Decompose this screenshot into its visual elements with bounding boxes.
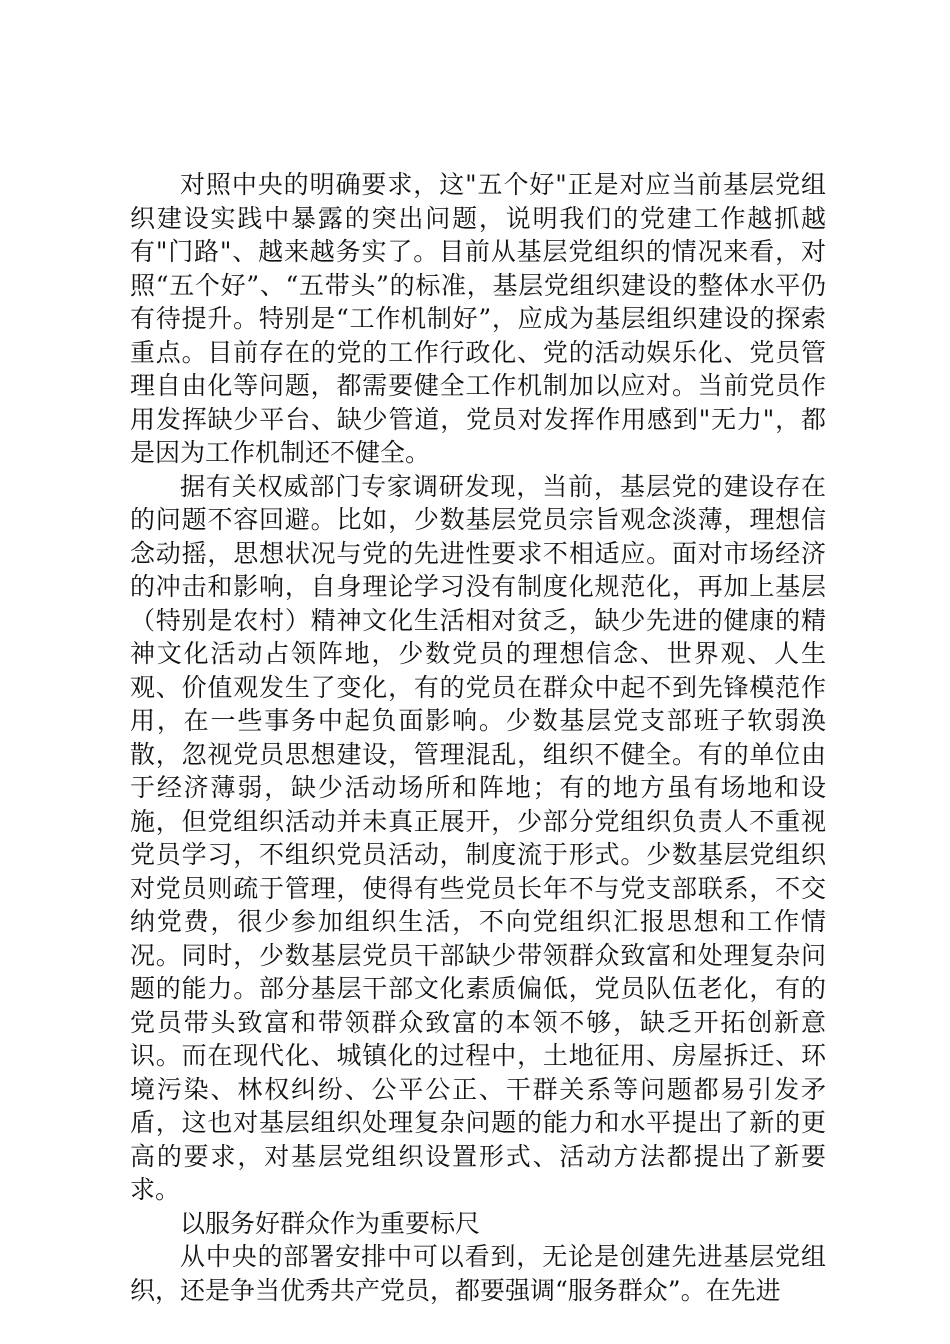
paragraph-five-goods: 对照中央的明确要求，这"五个好"正是对应当前基层党组织建设实践中暴露的突出问题，说明我们的党建工作越抓越有"门路"、越来越务实了。目前从基层党组织的情况来看，对照“五个好”、“五带头”的标准，基层党组织建设的整体水平仍有待提升。特别是“工作机制好”，应成为基层组织建设的探索重点。目前存在的党的工作行政化、党的活动娱乐化、党员管理自由化等问题，都需要健全工作机制加以应对。当前党员作用发挥缺少平台、缺少管道，党员对发挥作用感到"无力"，都是因为工作机制还不健全。 bbox=[130, 170, 826, 467]
section-heading-serve-masses: 以服务好群众作为重要标尺 bbox=[180, 1208, 481, 1238]
paragraph-problems: 据有关权威部门专家调研发现，当前，基层党的建设存在的问题不容回避。比如，少数基层党员宗旨观念淡薄，理想信念动摇，思想状况与党的先进性要求不相适应。面对市场经济的冲击和影响，自身理论学习没有制度化规范化，再加上基层（特别是农村）精神文化生活相对贫乏，缺少先进的健康的精神文化活动占领阵地，少数党员的理想信念、世界观、人生观、价值观发生了变化，有的党员在群众中起不到先锋模范作用，在一些事务中起负面影响。少数基层党支部班子软弱涣散，忽视党员思想建设，管理混乱，组织不健全。有的单位由于经济薄弱，缺少活动场所和阵地；有的地方虽有场地和设施，但党组织活动并未真正展开，少部分党组织负责人不重视党员学习，不组织党员活动，制度流于形式。少数基层党组织对党员则疏于管理，使得有些党员长年不与党支部联系，不交纳党费，很少参加组织生活，不向党组织汇报思想和工作情况。同时，少数基层党员干部缺少带领群众致富和处理复杂问题的能力。部分基层干部文化素质偏低，党员队伍老化，有的党员带头致富和带领群众致富的本领不够，缺乏开拓创新意识。而在现代化、城镇化的过程中，土地征用、房屋拆迁、环境污染、林权纠纷、公平公正、干群关系等问题都易引发矛盾，这也对基层组织处理复杂问题的能力和水平提出了新的更高的要求，对基层党组织设置形式、活动方法都提出了新要求。 bbox=[130, 471, 826, 1204]
document-body bbox=[130, 168, 826, 1307]
paragraph-central-deployment: 从中央的部署安排中可以看到，无论是创建先进基层党组织，还是争当优秀共产党员，都要强调“服务群众”。在先进 bbox=[130, 1242, 826, 1305]
